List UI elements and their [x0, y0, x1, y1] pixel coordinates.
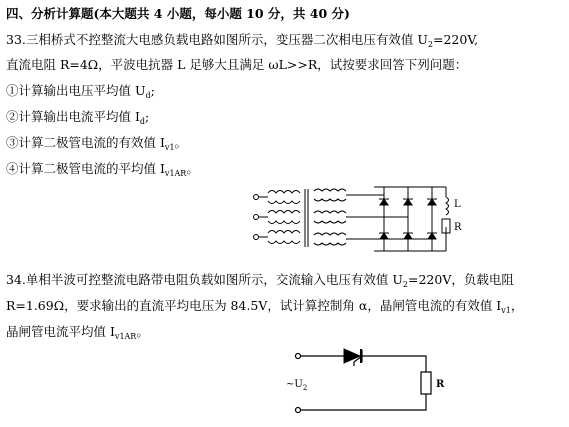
source-label: $\sim U_2$ — [286, 379, 308, 392]
q34-line2: R=1.69Ω，要求输出的直流平均电压为 84.5V，试计算控制角 α，晶闸管电流的有效值 $I_{v1}$， — [6, 298, 524, 315]
q33-item-3: ③计算二极管电流的有效值 $I_{v1}$。 — [6, 135, 188, 152]
q33-line1: 33.三相桥式不控整流大电感负载电路如图所示，变压器二次相电压有效值 $U_2=220V$, — [6, 32, 479, 49]
q33-line2: 直流电阻 R=4Ω，平波电抗器 L 足够大且满足 ωL>>R，试按要求回答下列问题： — [6, 57, 468, 72]
q34-line1: 34.单相半波可控整流电路带电阻负载如图所示，交流输入电压有效值 $U_2=220V$，负载电阻 — [6, 272, 514, 289]
q33-item-2: ②计算输出电流平均值 $I_d$; — [6, 109, 150, 126]
resistor-label: R — [454, 222, 462, 233]
half-wave-thyristor-circuit — [286, 346, 446, 418]
resistor-label: R — [436, 379, 445, 390]
q34-line3: 晶闸管电流平均值 $I_{v1AR}$。 — [6, 324, 149, 341]
inductor-label: L — [454, 199, 461, 210]
three-phase-bridge-circuit — [250, 183, 480, 255]
section-title: 四、分析计算题(本大题共 4 小题，每小题 10 分，共 40 分) — [6, 6, 350, 21]
q33-item-1: ①计算输出电压平均值 $U_d$; — [6, 83, 155, 100]
q33-item-4: ④计算二极管电流的平均值 $I_{v1AR}$。 — [6, 161, 199, 178]
